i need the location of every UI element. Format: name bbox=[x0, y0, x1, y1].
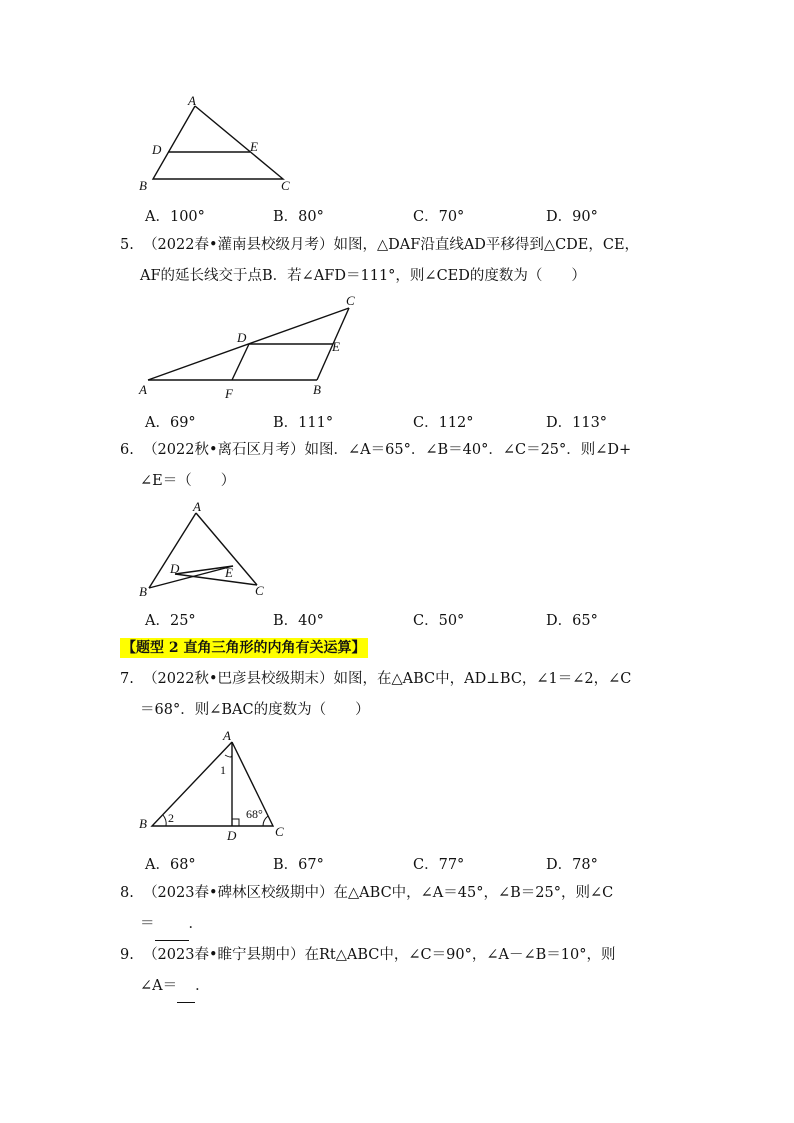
q7-angle-arc-2 bbox=[163, 815, 166, 826]
q8-text-line1: （2023春•碑林区校级期中）在△ABC中，∠A＝45°，∠B＝25°，则∠C bbox=[143, 885, 614, 901]
q4-label-d: D bbox=[152, 142, 162, 157]
q8-answer-blank[interactable] bbox=[155, 909, 189, 941]
q4-option-a[interactable]: A．100° bbox=[145, 209, 205, 225]
q4-label-c: C bbox=[281, 178, 290, 193]
q7-option-b[interactable]: B．67° bbox=[273, 857, 324, 873]
q6-label-b: B bbox=[139, 584, 147, 599]
q6-line-dc bbox=[175, 574, 257, 585]
q7-figure bbox=[135, 726, 295, 844]
question-9 bbox=[120, 940, 680, 1003]
q7-right-angle-mark bbox=[232, 819, 239, 826]
q5-figure bbox=[135, 292, 370, 402]
q7-option-a[interactable]: A．68° bbox=[145, 857, 196, 873]
q5-label-f: F bbox=[225, 386, 233, 401]
q9-prefix: ∠A＝ bbox=[140, 978, 178, 994]
q8-line-2 bbox=[120, 909, 680, 941]
q7-text-line1: （2022秋•巴彦县校级期末）如图，在△ABC中，AD⊥BC，∠1＝∠2，∠C bbox=[143, 671, 632, 687]
q5-label-d: D bbox=[237, 330, 247, 345]
q5-option-c[interactable]: C．112° bbox=[413, 415, 474, 431]
q6-text-line2: ∠E＝（ ） bbox=[140, 473, 236, 489]
q6-options bbox=[145, 609, 665, 629]
q7-angle-arc-c bbox=[263, 816, 268, 826]
q5-label-b: B bbox=[313, 382, 321, 397]
q6-option-a[interactable]: A．25° bbox=[145, 613, 196, 629]
q4-options bbox=[145, 205, 665, 225]
q8-prefix: ＝ bbox=[140, 916, 155, 932]
q4-triangle bbox=[153, 106, 283, 179]
q6-line-1 bbox=[120, 435, 680, 466]
q9-answer-blank[interactable] bbox=[177, 971, 195, 1003]
q7-label-1: 1 bbox=[220, 763, 226, 777]
q5-options bbox=[145, 411, 665, 431]
q6-figure bbox=[135, 498, 275, 603]
q7-text-line2: ＝68°．则∠BAC的度数为（ ） bbox=[140, 702, 370, 718]
q4-triangle-figure bbox=[135, 92, 305, 194]
q9-line-2 bbox=[120, 971, 680, 1003]
q7-angle-arc-1 bbox=[225, 755, 232, 757]
q5-text-line2: AF的延长线交于点B．若∠AFD＝111°，则∠CED的度数为（ ） bbox=[140, 268, 586, 284]
q7-line-2 bbox=[120, 695, 680, 726]
q4-option-b[interactable]: B．80° bbox=[273, 209, 324, 225]
q6-label-a: A bbox=[193, 499, 201, 514]
q5-text-line1: （2022春•灌南县校级月考）如图，△DAF沿直线AD平移得到△CDE，CE， bbox=[143, 237, 640, 253]
q5-label-c: C bbox=[346, 293, 355, 308]
q4-option-c[interactable]: C．70° bbox=[413, 209, 465, 225]
q9-number: 9. bbox=[120, 947, 134, 963]
q6-line-ab bbox=[149, 513, 196, 588]
q5-label-e: E bbox=[332, 339, 340, 354]
q5-label-a: A bbox=[139, 382, 147, 397]
q6-option-b[interactable]: B．40° bbox=[273, 613, 324, 629]
q8-number: 8. bbox=[120, 885, 134, 901]
q5-number: 5. bbox=[120, 237, 134, 253]
section-title: 【题型 2 直角三角形的内角有关运算】 bbox=[122, 640, 366, 656]
q7-line-1 bbox=[120, 664, 680, 695]
q8-line-1 bbox=[120, 878, 680, 909]
q6-line-2 bbox=[120, 466, 680, 497]
q7-number: 7. bbox=[120, 671, 134, 687]
q5-line-1 bbox=[120, 230, 680, 261]
q9-text-line1: （2023春•睢宁县期中）在Rt△ABC中，∠C＝90°，∠A－∠B＝10°，则 bbox=[143, 947, 616, 963]
q7-option-c[interactable]: C．77° bbox=[413, 857, 465, 873]
q4-label-e: E bbox=[250, 139, 258, 154]
q6-label-d: D bbox=[170, 561, 180, 576]
q5-line-2 bbox=[120, 261, 680, 292]
q7-options bbox=[145, 853, 665, 873]
question-5 bbox=[120, 230, 680, 292]
q7-label-2: 2 bbox=[168, 811, 174, 825]
q9-suffix: ． bbox=[195, 978, 210, 994]
q6-label-c: C bbox=[255, 583, 264, 598]
q6-label-e: E bbox=[225, 565, 233, 580]
q6-text-line1: （2022秋•离石区月考）如图．∠A＝65°．∠B＝40°．∠C＝25°．则∠D+ bbox=[143, 442, 632, 458]
q5-option-a[interactable]: A．69° bbox=[145, 415, 196, 431]
q6-option-c[interactable]: C．50° bbox=[413, 613, 465, 629]
question-7 bbox=[120, 664, 680, 726]
q7-label-a: A bbox=[223, 728, 231, 743]
q5-option-b[interactable]: B．111° bbox=[273, 415, 334, 431]
q7-label-b: B bbox=[139, 816, 147, 831]
question-8 bbox=[120, 878, 680, 941]
q4-label-b: B bbox=[139, 178, 147, 193]
q9-line-1 bbox=[120, 940, 680, 971]
q6-line-be bbox=[149, 566, 233, 588]
q7-label-c: C bbox=[275, 824, 284, 839]
q6-number: 6. bbox=[120, 442, 134, 458]
q4-label-a: A bbox=[188, 93, 196, 108]
q4-option-d[interactable]: D．90° bbox=[546, 209, 598, 225]
q6-option-d[interactable]: D．65° bbox=[546, 613, 598, 629]
q7-label-d: D bbox=[227, 828, 237, 843]
question-6 bbox=[120, 435, 680, 497]
q7-option-d[interactable]: D．78° bbox=[546, 857, 598, 873]
q5-option-d[interactable]: D．113° bbox=[546, 415, 608, 431]
q7-label-68: 68° bbox=[246, 807, 263, 821]
q8-suffix: ． bbox=[188, 916, 203, 932]
